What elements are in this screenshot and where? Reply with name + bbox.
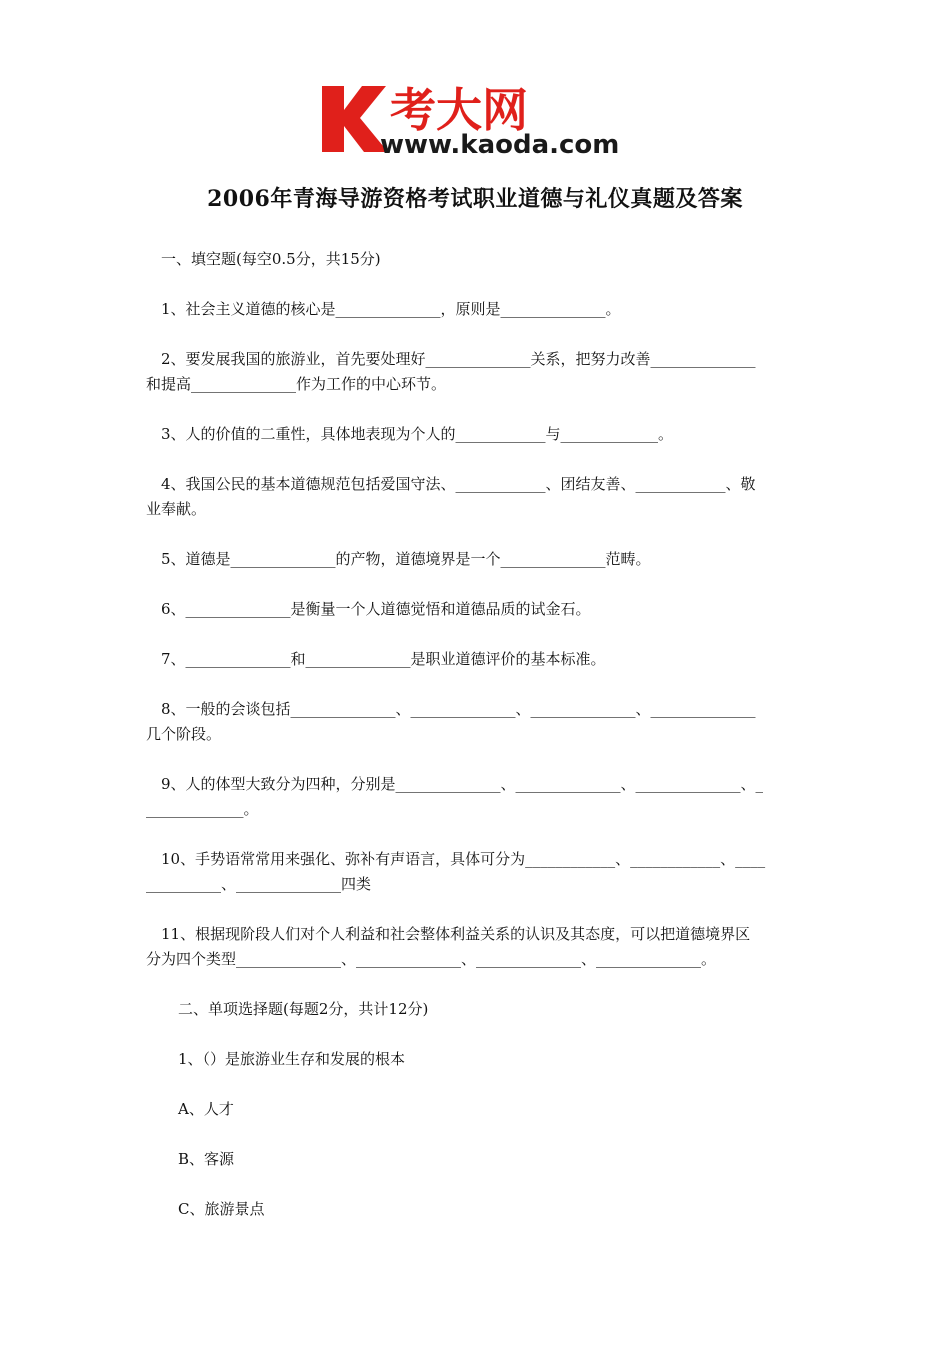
question-6: 6、______________是衡量一个人道德觉悟和道德品质的试金石。 <box>161 600 591 618</box>
kaoda-logo <box>318 80 638 160</box>
choice-option-a: A、人才 <box>178 1100 234 1118</box>
question-10-line-2: __________、______________四类 <box>146 875 372 893</box>
kaoda-logo-graphic <box>318 80 638 160</box>
question-11-line-2: 分为四个类型______________、______________、______________、______________。 <box>146 950 717 968</box>
question-11-line-1: 11、根据现阶段人们对个人利益和社会整体利益关系的认识及其态度，可以把道德境界区 <box>161 925 751 943</box>
page-title: 2006年青海导游资格考试职业道德与礼仪真题及答案 <box>207 186 743 212</box>
logo-url-text: www.kaoda.com <box>380 130 620 160</box>
choice-option-b: B、客源 <box>178 1150 235 1168</box>
fill-blank-section-header: 一、填空题(每空0.5分，共15分) <box>161 250 381 268</box>
question-1: 1、社会主义道德的核心是______________，原则是______________。 <box>161 300 621 318</box>
choice-section-header: 二、单项选择题(每题2分，共计12分) <box>178 1000 429 1018</box>
question-4-line-1: 4、我国公民的基本道德规范包括爱国守法、____________、团结友善、____________、敬 <box>161 475 756 493</box>
question-10-line-1: 10、手势语常常用来强化、弥补有声语言，具体可分为____________、____________、____ <box>161 850 766 868</box>
question-4-line-2: 业奉献。 <box>146 500 207 518</box>
question-8-line-1: 8、一般的会谈包括______________、______________、______________、______________ <box>161 700 756 718</box>
question-2-line-1: 2、要发展我国的旅游业，首先要处理好______________关系，把努力改善______________ <box>161 350 756 368</box>
logo-k-mark <box>322 86 388 152</box>
choice-question-1: 1、（）是旅游业生存和发展的根本 <box>178 1050 406 1068</box>
question-3: 3、人的价值的二重性，具体地表现为个人的____________与_____________。 <box>161 425 674 443</box>
question-7: 7、______________和______________是职业道德评价的基本标准。 <box>161 650 606 668</box>
choice-option-c: C、旅游景点 <box>178 1200 265 1218</box>
logo-brand-text: 考大网 <box>390 83 528 137</box>
question-8-line-2: 几个阶段。 <box>146 725 222 743</box>
question-5: 5、道德是______________的产物，道德境界是一个______________范畴。 <box>161 550 651 568</box>
question-9-line-1: 9、人的体型大致分为四种，分别是______________、______________、______________、_ <box>161 775 764 793</box>
question-9-line-2: _____________。 <box>146 800 259 818</box>
question-2-line-2: 和提高______________作为工作的中心环节。 <box>146 375 447 393</box>
